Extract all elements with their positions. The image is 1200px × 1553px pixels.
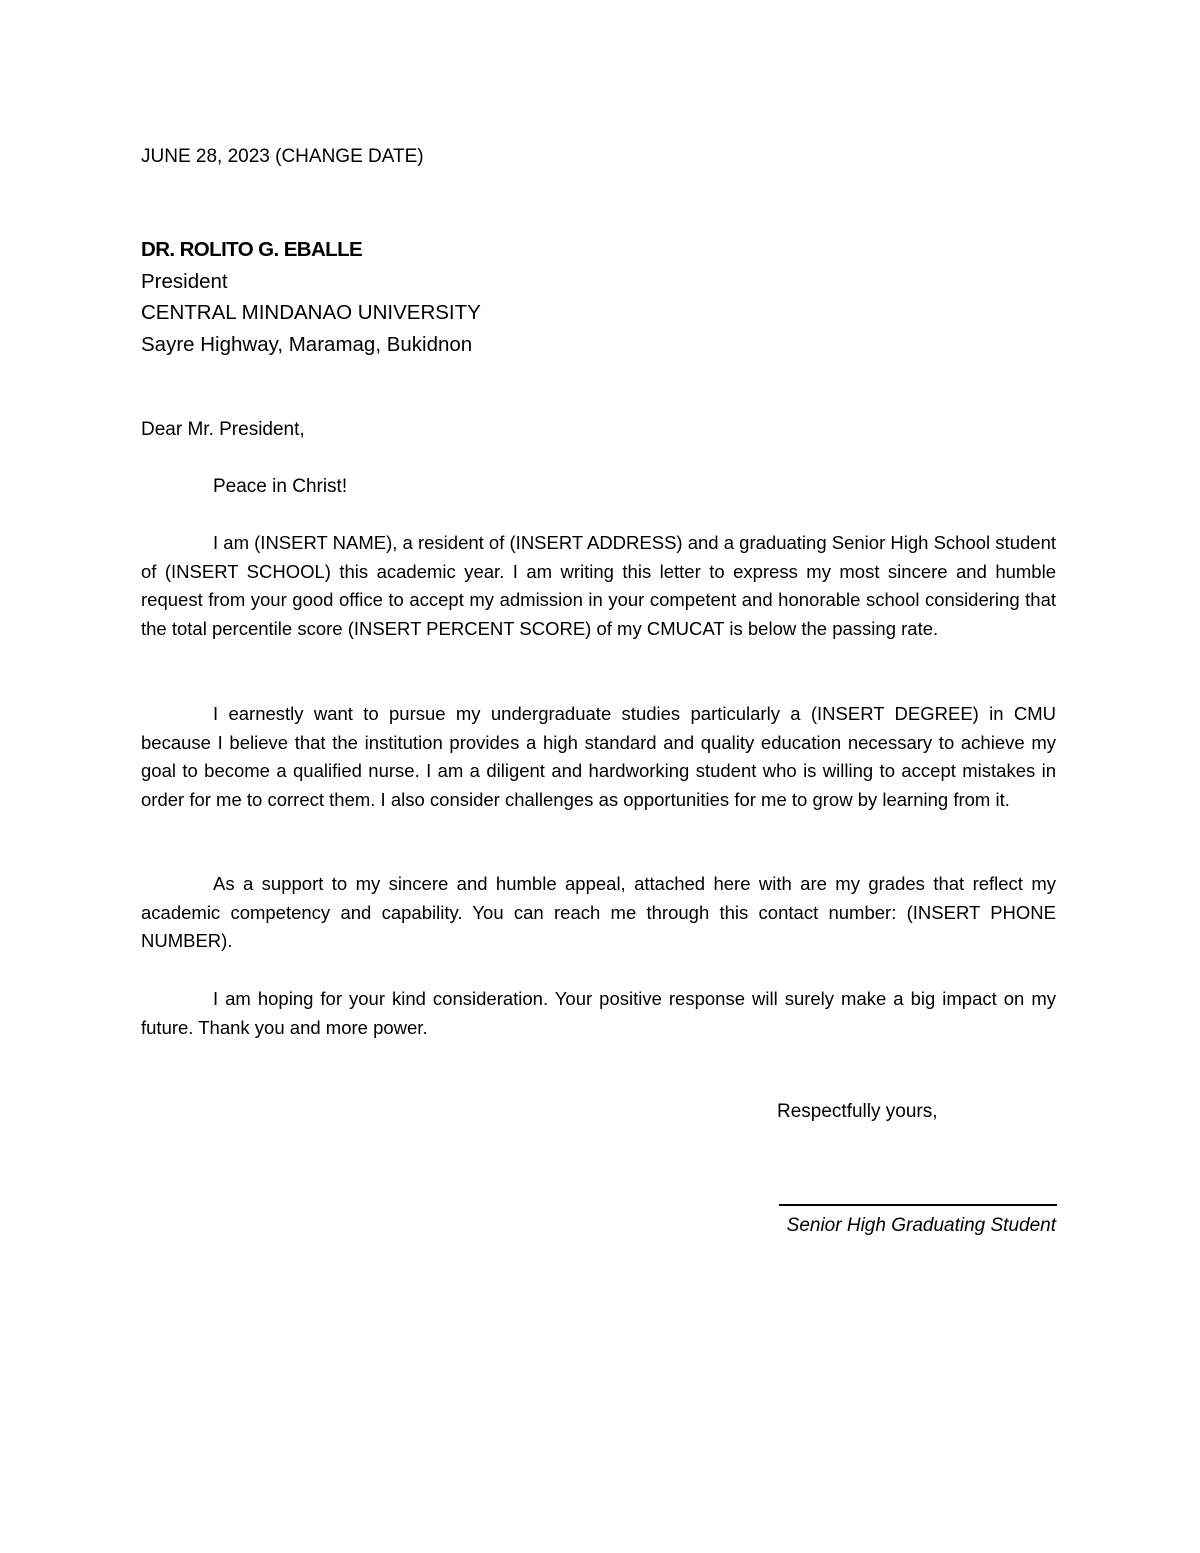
closing: Respectfully yours, xyxy=(777,1101,938,1122)
signature-caption: Senior High Graduating Student xyxy=(786,1215,1056,1236)
letter-date: JUNE 28, 2023 (CHANGE DATE) xyxy=(141,146,424,167)
greeting: Peace in Christ! xyxy=(213,476,348,497)
recipient-address: Sayre Highway, Maramag, Bukidnon xyxy=(141,332,473,356)
recipient-title: President xyxy=(141,269,228,293)
recipient-block xyxy=(141,234,481,360)
signature-line xyxy=(779,1204,1057,1206)
body-paragraph: I am (INSERT NAME), a resident of (INSERT ADDRESS) and a graduating Senior High School student of (INSERT SCHOOL) this academic year. I am writing this letter to express my most sincere and humble request from your good office to accept my admission in your competent and honorable school considering that the total percentile score (INSERT PERCENT SCORE) of my CMUCAT is below the passing rate. xyxy=(141,532,1056,639)
salutation: Dear Mr. President, xyxy=(141,419,305,440)
body-paragraph: I earnestly want to pursue my undergraduate studies particularly a (INSERT DEGREE) in CMU because I believe that the institution provides a high standard and quality education necessary to achieve my goal to become a qualified nurse. I am a diligent and hardworking student who is willing to accept mistakes in order for me to correct them. I also consider challenges as opportunities for me to grow by learning from it. xyxy=(141,703,1056,810)
body-paragraph: As a support to my sincere and humble appeal, attached here with are my grades that reflect my academic competency and capability. You can reach me through this contact number: (INSERT PHONE NUMBER). xyxy=(141,873,1056,952)
recipient-name: DR. ROLITO G. EBALLE xyxy=(141,238,363,261)
recipient-institution: CENTRAL MINDANAO UNIVERSITY xyxy=(141,301,481,324)
body-paragraph: I am hoping for your kind consideration. Your positive response will surely make a big impact on my future. Thank you and more power. xyxy=(141,988,1056,1038)
